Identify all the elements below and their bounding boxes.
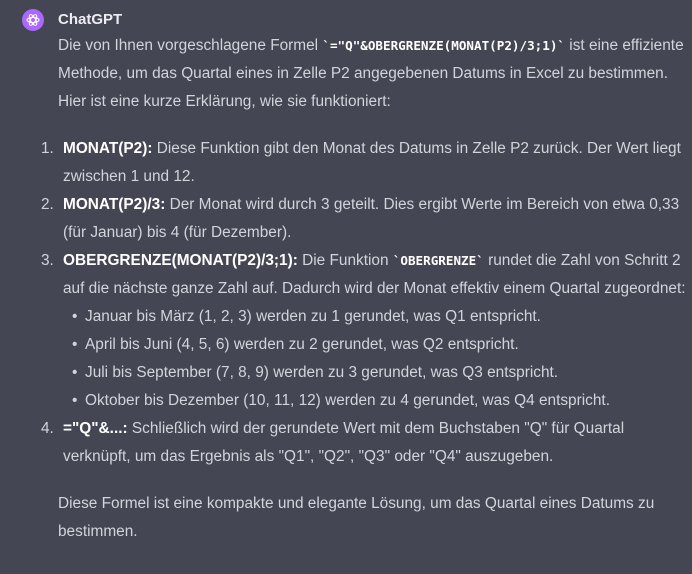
intro-text-before: Die von Ihnen vorgeschlagene Formel [58, 37, 323, 54]
intro-text-after: ist eine effiziente Methode, um das Quartal eines in Zelle P2 angegebenen Datums in Excel zu bestimmen. Hier ist eine kurze Erklärung, wie sie funktioniert: [58, 37, 684, 110]
list-item [41, 247, 688, 415]
bullet-icon: • [72, 308, 78, 325]
outro-paragraph: Diese Formel ist eine kompakte und elegante Lösung, um das Quartal eines Datums zu bestimmen. [58, 495, 655, 540]
bullet-text: Juli bis September (7, 8, 9) werden zu 3 gerundet, was Q3 entspricht. [85, 364, 559, 381]
avatar [22, 9, 44, 31]
list-number: 2. [41, 196, 54, 213]
bullet-item [63, 331, 688, 359]
list-number: 4. [41, 420, 54, 437]
list-item [41, 415, 688, 471]
intro-paragraph [58, 32, 688, 116]
step-text: Der Monat wird durch 3 geteilt. Dies ergibt Werte im Bereich von etwa 0,33 (für Januar) bis 4 (für Dezember). [63, 196, 680, 241]
bullet-item [63, 387, 688, 415]
bullet-icon: • [72, 336, 78, 353]
steps-list [41, 135, 688, 471]
sender-name: ChatGPT [58, 11, 123, 28]
list-number: 1. [41, 140, 54, 157]
message-body [41, 32, 688, 546]
step-term: MONAT(P2)/3: [63, 196, 166, 213]
step-text: rundet die Zahl von Schritt 2 auf die nächste ganze Zahl auf. Dadurch wird der Monat effektiv einem Quartal zugeordnet: [63, 252, 686, 297]
list-number: 3. [41, 252, 54, 269]
bullet-icon: • [72, 392, 78, 409]
bullet-item [63, 359, 688, 387]
inline-code: `OBERGRENZE` [392, 253, 484, 268]
quarter-bullets [63, 303, 688, 415]
bullet-text: April bis Juni (4, 5, 6) werden zu 2 gerundet, was Q2 entspricht. [85, 336, 519, 353]
bullet-text: Januar bis März (1, 2, 3) werden zu 1 gerundet, was Q1 entspricht. [85, 308, 541, 325]
step-text: Diese Funktion gibt den Monat des Datums in Zelle P2 zurück. Der Wert liegt zwischen 1 und 12. [63, 140, 681, 185]
step-term: OBERGRENZE(MONAT(P2)/3;1): [63, 252, 298, 269]
list-item [41, 191, 688, 247]
step-text: Schließlich wird der gerundete Wert mit dem Buchstaben "Q" für Quartal verknüpft, um das Ergebnis als "Q1", "Q2", "Q3" oder "Q4" auszugeben. [63, 420, 625, 465]
bullet-item [63, 303, 688, 331]
step-term: MONAT(P2): [63, 140, 153, 157]
bullet-text: Oktober bis Dezember (10, 11, 12) werden zu 4 gerundet, was Q4 entspricht. [85, 392, 610, 409]
list-item [41, 135, 688, 191]
step-text: Die Funktion [297, 252, 393, 269]
step-term: ="Q"&...: [63, 420, 128, 437]
formula-code: `="Q"&OBERGRENZE(MONAT(P2)/3;1)` [322, 38, 565, 53]
openai-logo-icon [25, 12, 41, 28]
bullet-icon: • [72, 364, 78, 381]
